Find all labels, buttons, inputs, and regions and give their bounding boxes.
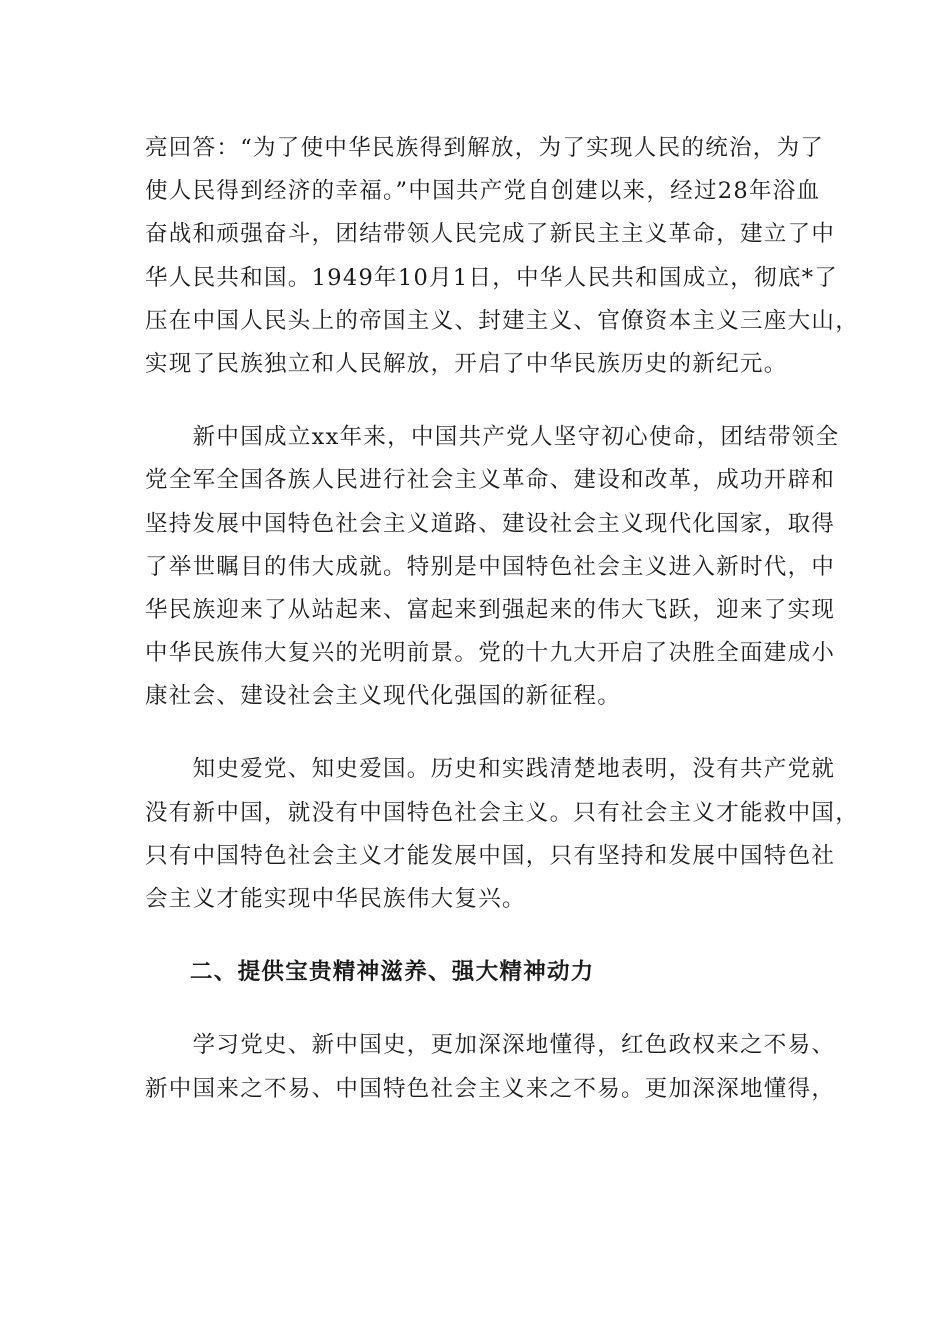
text-line: 只有中国特色社会主义才能发展中国，只有坚持和发展中国特色社: [145, 842, 836, 869]
text-line: 知史爱党、知史爱国。历史和实践清楚地表明，没有共产党就: [145, 756, 836, 783]
text-line: 奋战和顽强奋斗，团结带领人民完成了新民主主义革命，建立了中: [145, 221, 836, 248]
text-line: 亮回答：“为了使中华民族得到解放，为了实现人民的统治，为了: [145, 135, 825, 161]
text-line: 华人民共和国。1949年10月1日，中华人民共和国成立，彻底*了: [145, 264, 839, 291]
text-line: 使人民得到经济的幸福。”中国共产党自创建以来，经过28年浴血: [145, 178, 821, 205]
text-line: 新中国成立xx年来，中国共产党人坚守初心使命，团结带领全: [145, 424, 840, 451]
paragraph-3: [145, 748, 860, 921]
document-body: [145, 127, 860, 1111]
text-line: 会主义才能实现中华民族伟大复兴。: [145, 886, 526, 912]
text-line: 康社会、建设社会主义现代化强国的新征程。: [145, 683, 622, 710]
text-line: 党全军全国各族人民进行社会主义革命、建设和改革，成功开辟和: [145, 467, 836, 494]
paragraph-2: [145, 416, 840, 718]
text-line: 学习党史、新中国史，更加深深地懂得，红色政权来之不易、: [145, 1032, 836, 1059]
text-line: 实现了民族独立和人民解放，开启了中华民族历史的新纪元。: [145, 350, 788, 377]
text-line: 新中国来之不易、中国特色社会主义来之不易。更加深深地懂得，: [145, 1075, 836, 1102]
text-line: 坚持发展中国特色社会主义道路、建设社会主义现代化国家，取得: [145, 510, 836, 537]
paragraph-4: [145, 1024, 836, 1110]
paragraph-1: [145, 127, 860, 386]
text-line: 华民族迎来了从站起来、富起来到强起来的伟大飞跃，迎来了实现: [145, 596, 836, 623]
text-line: 没有新中国，就没有中国特色社会主义。只有社会主义才能救中国，: [145, 799, 860, 826]
section-heading: 二、提供宝贵精神滋养、强大精神动力: [190, 959, 595, 986]
text-line: 中华民族伟大复兴的光明前景。党的十九大开启了决胜全面建成小: [145, 640, 836, 667]
text-line: 了举世瞩目的伟大成就。特别是中国特色社会主义进入新时代，中: [145, 553, 836, 580]
text-line: 压在中国人民头上的帝国主义、封建主义、官僚资本主义三座大山，: [145, 307, 860, 334]
